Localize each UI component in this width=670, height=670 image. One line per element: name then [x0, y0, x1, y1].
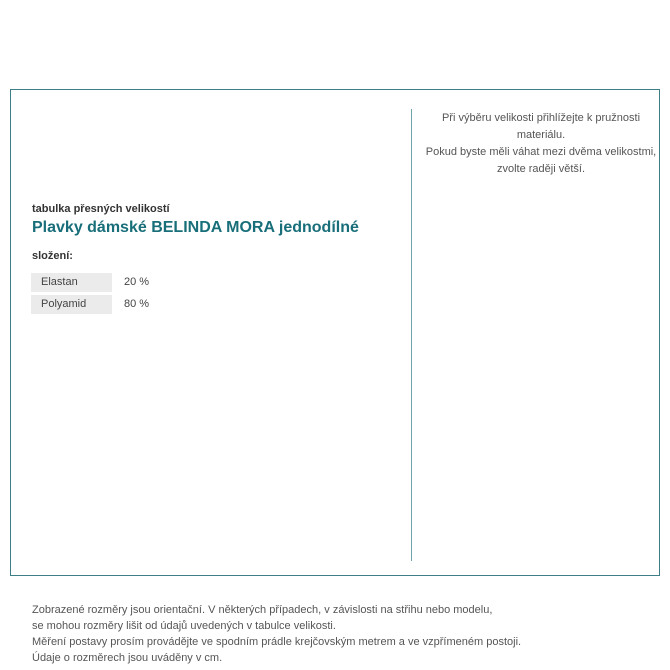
- table-type-label: tabulka přesných velikostí: [32, 203, 170, 215]
- product-title: Plavky dámské BELINDA MORA jednodílné: [32, 219, 359, 236]
- disclaimer-line: Měření postavy prosím provádějte ve spodním prádle krejčovským metrem a ve vzpřímeném postoji.: [32, 636, 522, 648]
- fit-advice-line: zvolte raději větší.: [496, 163, 586, 175]
- vertical-divider: [411, 109, 412, 561]
- material-cell: Elastan: [31, 273, 112, 292]
- fit-advice-line: Při výběru velikosti přihlížejte k pružnosti materiálu.: [441, 112, 641, 141]
- disclaimer-line: Údaje o rozměrech jsou uváděny v cm.: [32, 652, 223, 664]
- fit-advice-note: [421, 110, 661, 178]
- composition-label: složení:: [32, 250, 73, 262]
- composition-row: [31, 273, 149, 292]
- percent-cell: 80 %: [124, 298, 150, 310]
- measurement-disclaimer: [32, 602, 521, 666]
- percent-cell: 20 %: [124, 276, 150, 288]
- size-table-panel: [10, 89, 660, 664]
- disclaimer-line: Zobrazené rozměry jsou orientační. V některých případech, v závislosti na střihu nebo modelu,: [32, 604, 493, 616]
- material-cell: Polyamid: [31, 295, 112, 314]
- composition-row: [31, 295, 149, 314]
- composition-table: [31, 273, 149, 317]
- disclaimer-line: se mohou rozměry lišit od údajů uvedených v tabulce velikosti.: [32, 620, 336, 632]
- fit-advice-line: Pokud byste měli váhat mezi dvěma velikostmi,: [425, 146, 657, 158]
